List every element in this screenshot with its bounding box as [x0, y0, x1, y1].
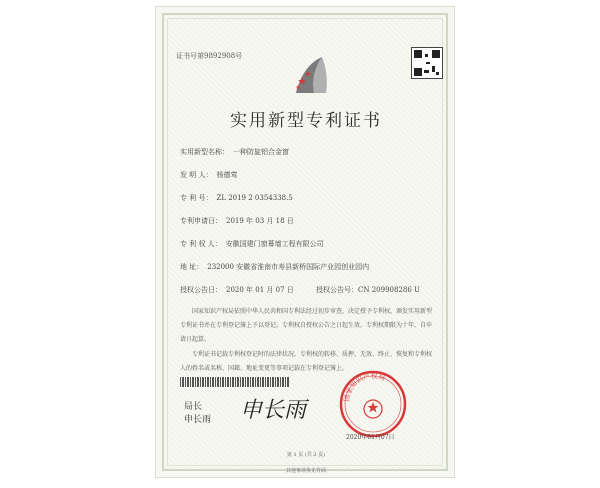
certificate-number: 证书号第9892908号 [176, 52, 243, 60]
certificate-title: 实用新型专利证书 [230, 111, 382, 131]
seal-date: 2020年01月07日 [346, 434, 395, 441]
page-number: 第 1 页 (共 2 页) [286, 452, 326, 458]
field-announcement-date: 授权公告日： 2020 年 01 月 07 日 授权公告号：CN 209908286 U [180, 286, 420, 294]
cnipa-logo-icon [292, 53, 334, 99]
field-address: 地 址： 232000 安徽省淮南市寿县新桥国际产业园创业园内 [180, 263, 370, 271]
qr-code-icon [411, 47, 443, 79]
field-patent-number: 专 利 号： ZL 2019 2 0354338.5 [180, 194, 293, 202]
field-application-date: 专利申请日： 2019 年 03 月 18 日 [180, 217, 294, 225]
svg-text:国家知识产权局: 国家知识产权局 [342, 372, 387, 403]
paragraph-grant: 国家知识产权局依照中华人民共和国专利法经过初步审查，决定授予专利权，颁发实用新型专利证书并在专利登记簿上予以登记。专利权自授权公告之日起生效。专利权期限为十年，自申请日起算。 [180, 308, 433, 343]
handwritten-signature: 申长雨 [240, 398, 307, 423]
signatory-name: 申长雨 [184, 415, 212, 425]
field-utility-name: 实用新型名称： 一种防旋铝合金窗 [180, 148, 289, 156]
field-announcement-number: 授权公告号：CN 209908286 U [316, 286, 420, 294]
official-seal-icon [338, 369, 408, 439]
footer-note: 其他事项参见背面 [285, 468, 326, 474]
paragraph-status: 专利证书记载专利权登记时的法律状况。专利权的转移、质押、无效、终止、恢复和专利权人的姓名或名称、国籍、地址变更等事项记载在专利登记簿上。 [180, 351, 433, 372]
signatory-title: 局长 [184, 402, 203, 412]
barcode-icon [180, 377, 290, 387]
patent-certificate [155, 6, 455, 478]
field-inventor: 发 明 人： 杨德莺 [180, 171, 238, 179]
signatory [184, 399, 211, 425]
field-patentee: 专 利 权 人： 安徽国建门窗幕墙工程有限公司 [180, 240, 324, 248]
